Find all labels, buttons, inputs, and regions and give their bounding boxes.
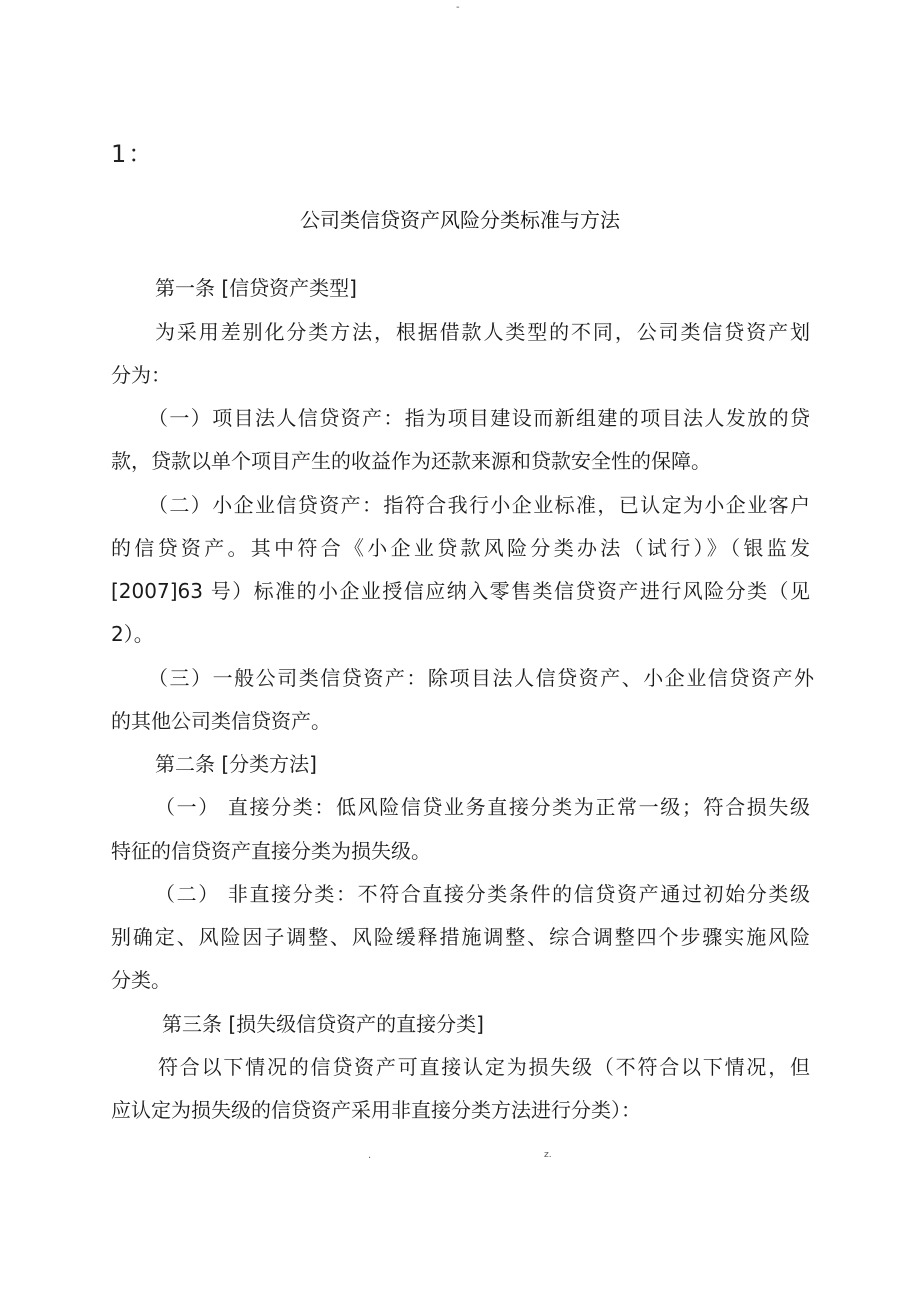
article1-heading: 第一条 [信贷资产类型]	[155, 276, 357, 300]
article1-item3-line2: 的其他公司类信贷资产。	[111, 709, 331, 733]
article1-item1-line1: （一）项目法人信贷资产：指为项目建设而新组建的项目法人发放的贷	[148, 406, 810, 430]
article1-intro-line2: 分为：	[111, 363, 171, 387]
article2-item2-line3: 分类。	[111, 968, 171, 992]
page-number: 1：	[111, 140, 155, 168]
header-mark: -	[456, 2, 460, 13]
article2-item2-line1: （二） 非直接分类：不符合直接分类条件的信贷资产通过初始分类级	[155, 882, 810, 906]
footer-mark-left: .	[368, 1150, 372, 1161]
article1-item2-line3: [2007]63 号）标准的小企业授信应纳入零售类信贷资产进行风险分类（见	[111, 579, 810, 603]
article1-intro-line1: 为采用差别化分类方法，根据借款人类型的不同，公司类信贷资产划	[155, 320, 810, 344]
article2-heading: 第二条 [分类方法]	[155, 752, 317, 776]
article1-item3-line1: （三）一般公司类信贷资产：除项目法人信贷资产、小企业信贷资产外	[148, 666, 814, 690]
article1-item2-line1: （二）小企业信贷资产：指符合我行小企业标准，已认定为小企业客户	[148, 493, 810, 517]
document-title: 公司类信贷资产风险分类标准与方法	[300, 208, 620, 232]
footer-mark-right: z.	[544, 1150, 552, 1160]
article2-item1-line1: （一） 直接分类：低风险信贷业务直接分类为正常一级；符合损失级	[155, 795, 810, 819]
article1-item2-line4: 2）。	[111, 622, 154, 646]
article3-intro-line1: 符合以下情况的信贷资产可直接认定为损失级（不符合以下情况，但	[158, 1055, 810, 1079]
article3-heading: 第三条 [损失级信贷资产的直接分类]	[162, 1012, 484, 1036]
article3-intro-line2: 应认定为损失级的信贷资产采用非直接分类方法进行分类）：	[111, 1098, 641, 1122]
article2-item1-line2: 特征的信贷资产直接分类为损失级。	[111, 839, 431, 863]
article1-item1-line2: 款，贷款以单个项目产生的收益作为还款来源和贷款安全性的保障。	[111, 449, 711, 473]
article1-item2-line2: 的信贷资产。其中符合《小企业贷款风险分类办法（试行）》（银监发	[111, 536, 810, 560]
article2-item2-line2: 别确定、风险因子调整、风险缓释措施调整、综合调整四个步骤实施风险	[111, 925, 810, 949]
